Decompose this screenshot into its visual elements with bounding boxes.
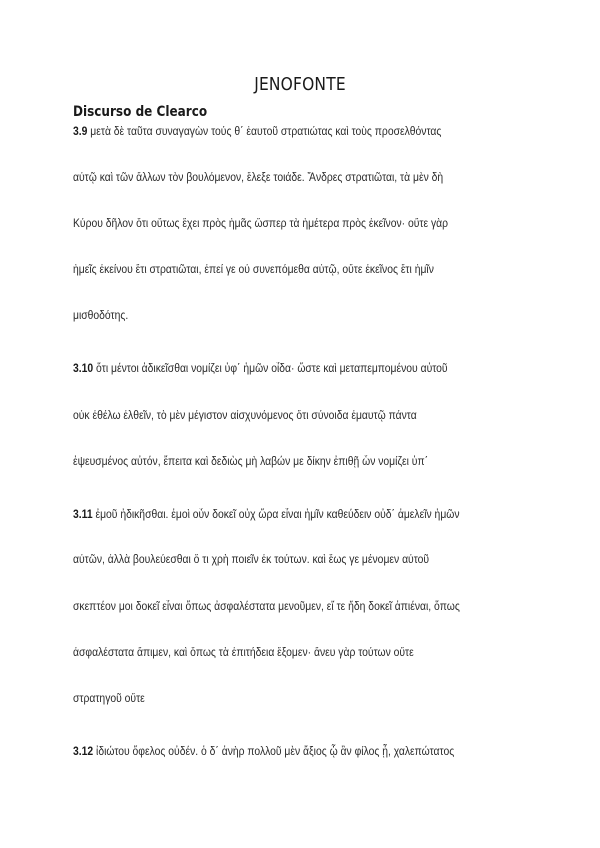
text-line bbox=[73, 126, 550, 138]
line-text: ἐμοῦ ἠδικῆσθαι. ἐμοὶ οὖν δοκεῖ οὐχ ὥρα εἶναι ἡμῖν καθεύδειν οὐδ΄ ἀμελεῖν ἡμῶν bbox=[92, 509, 460, 521]
section-heading: Discurso de Clearco bbox=[73, 104, 208, 120]
paragraph-number: 3.11 bbox=[73, 509, 93, 521]
paragraph-number: 3.9 bbox=[73, 126, 88, 138]
text-line bbox=[73, 310, 550, 322]
line-text: οὐκ ἐθέλω ἐλθεῖν, τὸ μὲν μέγιστον αἰσχυνόμενος ὅτι σύνοιδα ἐμαυτῷ πάντα bbox=[73, 410, 417, 422]
text-line bbox=[73, 456, 550, 468]
line-text: μισθοδότης. bbox=[73, 310, 129, 322]
line-text: αὐτῷ καὶ τῶν ἄλλων τὸν βουλόμενον, ἔλεξε τοιάδε. Ἄνδρες στρατιῶται, τὰ μὲν δὴ bbox=[73, 172, 444, 184]
line-text: ὅτι μέντοι ἀδικεῖσθαι νομίζει ὑφ΄ ἡμῶν οἶδα· ὥστε καὶ μεταπεμπομένου αὐτοῦ bbox=[93, 363, 448, 375]
line-text: Κύρου δῆλον ὅτι οὕτως ἔχει πρὸς ἡμᾶς ὥσπερ τὰ ἡμέτερα πρὸς ἐκεῖνον· οὔτε γὰρ bbox=[73, 218, 449, 230]
text-line bbox=[73, 601, 550, 613]
paragraph-number: 3.10 bbox=[73, 363, 94, 375]
text-line bbox=[73, 509, 550, 521]
line-text: ἐψευσμένος αὐτόν, ἔπειτα καὶ δεδιὼς μὴ λαβών με δίκην ἐπιθῇ ὧν νομίζει ὑπ΄ bbox=[73, 456, 429, 468]
line-text: ἀσφαλέστατα ἄπιμεν, καὶ ὅπως τὰ ἐπιτήδεια ἕξομεν· ἄνευ γὰρ τούτων οὔτε bbox=[73, 647, 414, 659]
text-line bbox=[73, 410, 550, 422]
line-text: σκεπτέον μοι δοκεῖ εἶναι ὅπως ἀσφαλέστατα μενοῦμεν, εἴ τε ἤδη δοκεῖ ἀπιέναι, ὅπως bbox=[73, 601, 460, 613]
text-line bbox=[73, 554, 550, 566]
text-line bbox=[73, 172, 550, 184]
line-text: στρατηγοῦ οὔτε bbox=[73, 693, 145, 705]
line-text: μετὰ δὲ ταῦτα συναγαγὼν τούς θ΄ ἑαυτοῦ στρατιώτας καὶ τοὺς προσελθόντας bbox=[87, 126, 442, 138]
text-line bbox=[73, 363, 550, 375]
paragraph-number: 3.12 bbox=[73, 746, 94, 758]
line-text: αὐτῶν, ἀλλὰ βουλεύεσθαι ὅ τι χρὴ ποιεῖν ἐκ τούτων. καὶ ἕως γε μένομεν αὐτοῦ bbox=[73, 554, 430, 566]
line-text: ἰδιώτου ὄφελος οὐδέν. ὁ δ΄ ἀνὴρ πολλοῦ μὲν ἄξιος ᾧ ἂν φίλος ᾖ, χαλεπώτατος bbox=[93, 746, 455, 758]
text-line bbox=[73, 264, 550, 276]
text-line bbox=[73, 693, 550, 705]
line-text: ἡμεῖς ἐκείνου ἔτι στρατιῶται, ἐπεί γε οὐ συνεπόμεθα αὐτῷ, οὔτε ἐκεῖνος ἔτι ἡμῖν bbox=[73, 264, 434, 276]
text-line bbox=[73, 746, 550, 758]
page-title: JENOFONTE bbox=[254, 74, 346, 95]
text-line bbox=[73, 218, 550, 230]
text-line bbox=[73, 647, 550, 659]
